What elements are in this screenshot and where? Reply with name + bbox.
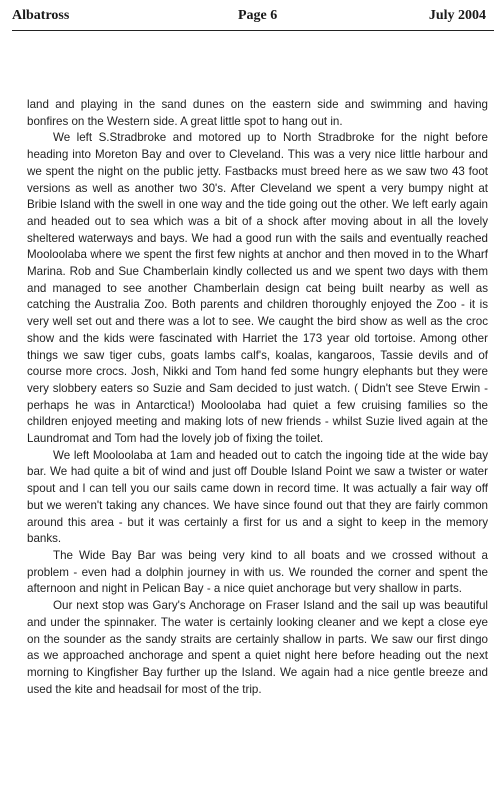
- paragraph: land and playing in the sand dunes on the eastern side and swimming and having bonfires on the Western side. A great little spot to hang out in.: [27, 98, 488, 128]
- issue-date: July 2004: [428, 8, 486, 23]
- paragraph: Our next stop was Gary's Anchorage on Fraser Island and the sail up was beautiful and under the spinnaker. The water is certainly looking cleaner and we kept a close eye on the sounder as the sandy straits are certainly shallow in parts. We saw our first dingo as we approached anchorage and spent a quiet night here before heading out the next morning to Kingfisher Bay further up the Island. We again had a nice gentle breeze and used the kite and headsail for most of the trip.: [27, 599, 488, 696]
- paragraph: We left Mooloolaba at 1am and headed out to catch the ingoing tide at the wide bay bar. We had quite a bit of wind and just off Double Island Point we saw a twister or water spout and I can tell you our sails came down in record time. It was actually a fair way off but we weren't taking any chances. We have since found out that they are fairly common around this area - but it was certainly a first for us and a sight to keep in the memory banks.: [27, 448, 488, 546]
- article-body: [27, 97, 488, 698]
- header-rule: [12, 30, 494, 31]
- newsletter-title: Albatross: [12, 8, 70, 23]
- page-number: Page 6: [238, 8, 278, 23]
- paragraph: We left S.Stradbroke and motored up to North Stradbroke for the night before heading into Moreton Bay and over to Cleveland. This was a very nice little harbour and we spent the night on the public jetty. Fastbacks must breed here as we saw two 43 foot versions as well as another two 30's. After Cleveland we spent a very bumpy night at Bribie Island with the swell in one way and the tide going out the other. We left early again and headed out to sea which was a bit of a shock after moving about in all the lovely sheltered waterways and bays. We had a good run with the sails and eventually reached Mooloolaba where we spent the first few nights at anchor and then moved in to the Wharf Marina. Rob and Sue Chamberlain kindly collected us and we spent two days with them and managed to see another Chamberlain design cat being built nearby as well as catching the Australia Zoo. Both parents and children thoroughly enjoyed the Zoo - it is very well set out and there was a lot to see. We caught the bird show as well as the croc show and the kids were fascinated with Harriet the 173 year old tortoise. Among other things we saw tiger cubs, goats lambs calf's, koalas, kangaroos, Tassie devils and of course more crocs. Josh, Nikki and Tom hand fed some hungry elephants but they were very slobbery eaters so Suzie and Sam decided to just watch. ( Didn't see Steve Erwin - perhaps he was in Antarctica!) Mooloolaba had quiet a few cruising families so the children enjoyed meeting and making lots of new friends - whilst Suzie lived again at the Laundromat and Tom had the lovely job of fixing the toilet.: [27, 131, 488, 446]
- page-header: [12, 8, 492, 28]
- paragraph: The Wide Bay Bar was being very kind to all boats and we crossed without a problem - even had a dolphin journey in with us. We rounded the corner and spent the afternoon and night in Pelican Bay - a nice quiet anchorage but very shallow in parts.: [27, 548, 488, 596]
